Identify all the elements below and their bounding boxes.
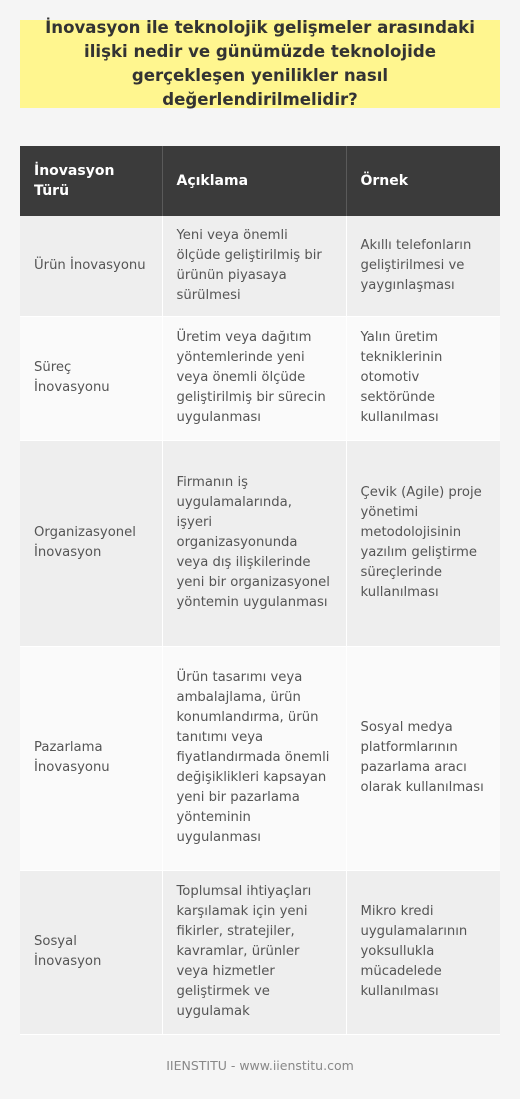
cell-description: Toplumsal ihtiyaçları karşılamak için yeni fikirler, stratejiler, kavramlar, ürünler veya hizmetler geliştirmek ve uygulamak (162, 870, 346, 1034)
cell-type: Organizasyonel İnovasyon (20, 440, 162, 646)
cell-example: Çevik (Agile) proje yönetimi metodolojisinin yazılım geliştirme süreçlerinde kullanılması (346, 440, 500, 646)
cell-description: Üretim veya dağıtım yöntemlerinde yeni veya önemli ölçüde geliştirilmiş bir sürecin uygulanması (162, 316, 346, 440)
title-banner (20, 20, 500, 108)
cell-description: Ürün tasarımı veya ambalajlama, ürün konumlandırma, ürün tanıtımı veya fiyatlandırmada önemli değişiklikleri kapsayan yeni bir pazarlama yönteminin uygulanması (162, 646, 346, 870)
cell-type: Ürün İnovasyonu (20, 216, 162, 316)
cell-type: Sosyal İnovasyon (20, 870, 162, 1034)
table-row (20, 870, 500, 1034)
table-row (20, 646, 500, 870)
cell-example: Akıllı telefonların geliştirilmesi ve yaygınlaşması (346, 216, 500, 316)
cell-description: Yeni veya önemli ölçüde geliştirilmiş bir ürünün piyasaya sürülmesi (162, 216, 346, 316)
cell-type: Pazarlama İnovasyonu (20, 646, 162, 870)
innovation-types-table (20, 146, 500, 1035)
cell-type: Süreç İnovasyonu (20, 316, 162, 440)
header-description: Açıklama (162, 146, 346, 216)
header-innovation-type: İnovasyon Türü (20, 146, 162, 216)
table-row (20, 316, 500, 440)
page-title: İnovasyon ile teknolojik gelişmeler arasındaki ilişki nedir ve günümüzde teknolojide gerçekleşen yenilikler nasıl değerlendirilmelidir? (45, 18, 475, 109)
header-example: Örnek (346, 146, 500, 216)
cell-example: Sosyal medya platformlarının pazarlama aracı olarak kullanılması (346, 646, 500, 870)
cell-example: Yalın üretim tekniklerinin otomotiv sektöründe kullanılması (346, 316, 500, 440)
table-row (20, 440, 500, 646)
cell-description: Firmanın iş uygulamalarında, işyeri organizasyonunda veya dış ilişkilerinde yeni bir organizasyonel yöntemin uygulanması (162, 440, 346, 646)
table-row (20, 216, 500, 316)
table-header-row (20, 146, 500, 216)
cell-example: Mikro kredi uygulamalarının yoksullukla mücadelede kullanılması (346, 870, 500, 1034)
footer-text: IIENSTITU - www.iienstitu.com (166, 1058, 354, 1073)
